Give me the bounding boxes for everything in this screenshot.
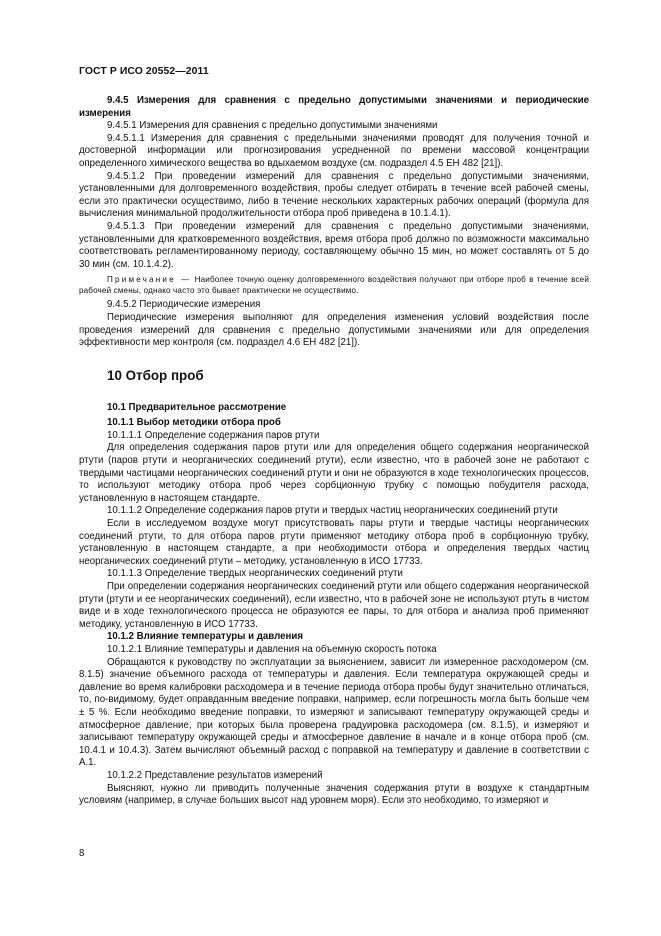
subsection-heading-10-1: 10.1 Предварительное рассмотрение	[107, 401, 287, 413]
note	[79, 274, 589, 296]
paragraph-9-4-5-1-3: 9.4.5.1.3 При проведении измерений для сравнения с предельно допустимыми значениями, установленными для кратковременного воздействия, время отбора проб должно по возможности максимально соответствовать регламентированному периоду, составляющему обычно 15 мин, но может составлять от 5 до 30 мин (см. 10.1.4.2).	[79, 220, 589, 270]
clause-heading-9-4-5-1: 9.4.5.1 Измерения для сравнения с предельно допустимыми значениями	[107, 120, 438, 132]
clause-heading-10-1-1-3: 10.1.1.3 Определение твердых неорганических соединений ртути	[107, 568, 403, 580]
note-text: Наиболее точную оценку долговременного воздействия получают при отборе проб в течение всей рабочей смены, однако часто это бывает практически не осуществимо.	[79, 275, 589, 296]
paragraph-9-4-5-1-1: 9.4.5.1.1 Измерения для сравнения с предельными значениями проводят для получения точной и достоверной информации или прогнозирования усредненной по времени массовой концентрации определенного химического вещества во вдыхаемом воздухе (см. подраздел 4.5 ЕН 482 [21]).	[79, 132, 589, 169]
document-header: ГОСТ Р ИСО 20552—2011	[79, 66, 209, 77]
paragraph-9-4-5-1-2: 9.4.5.1.2 При проведении измерений для сравнения с предельно допустимыми значениями, установленными для долговременного воздействия, пробы следует отбирать в течение всей рабочей смены, если это практически осуществимо, либо в течение нескольких характерных рабочих операций (формула для вычисления минимальной продолжительности отбора проб приведена в 10.1.4.1).	[79, 170, 589, 220]
clause-heading-10-1-1-2: 10.1.1.2 Определение содержания паров ртути и твердых частиц неорганических соединений ртути	[107, 505, 558, 517]
paragraph-periodic: Периодические измерения выполняют для определения изменения условий воздействия после проведения измерений для сравнения с предельно допустимыми значениями или для определения эффективности мер контроля (см. подраздел 4.6 ЕН 482 [21]).	[79, 311, 589, 349]
subsection-heading-10-1-2: 10.1.2 Влияние температуры и давления	[107, 631, 303, 643]
document-body	[79, 95, 589, 808]
section-heading-10: 10 Отбор проб	[107, 367, 204, 383]
subsection-heading-10-1-1: 10.1.1 Выбор методики отбора проб	[107, 417, 281, 429]
paragraph-10-1-1-2: Если в исследуемом воздухе могут присутствовать пары ртути и твердые частицы неорганических соединений ртути, то для отбора паров ртути применяют методику отбора проб в сорбционную трубку, установленную в настоящем стандарте, а при необходимости отбора и определения твердых частиц неорганических соединений ртути – методику, установленную в ИСО 17733.	[79, 518, 589, 567]
page-number: 8	[79, 848, 85, 859]
clause-heading-10-1-2-2: 10.1.2.2 Представление результатов измерений	[107, 769, 323, 781]
clause-heading-10-1-2-1: 10.1.2.1 Влияние температуры и давления на объемную скорость потока	[107, 643, 437, 655]
note-label: Примечание —	[107, 275, 192, 285]
paragraph-10-1-1-1: Для определения содержания паров ртути или для определения общего содержания неорганической ртути (паров ртути и неорганических соединений ртути), если известно, что в рабочей зоне не работают с твердыми частицами неорганических соединений ртути и они не образуются в ходе технологических процессов, то используют методику отбора проб через сорбционную трубку с помощью побудителя расхода, установленную в настоящем стандарте.	[79, 442, 589, 504]
clause-heading-9-4-5-2: 9.4.5.2 Периодические измерения	[107, 299, 261, 311]
subsection-heading-9-4-5: 9.4.5 Измерения для сравнения с предельно допустимыми значениями и периодические измерения	[79, 95, 589, 119]
paragraph-10-1-1-3: При определении содержания неорганических соединений ртути или общего содержания неорганической ртути (ртути и ее неорганических соединений), если известно, что в рабочей зоне не используют ртуть в чистом виде и в ходе технологического процесса не образуются ее пары, то для отбора и анализа проб применяют методику, установленную в ИСО 17733.	[79, 581, 589, 630]
paragraph-10-1-2-2: Выясняют, нужно ли приводить полученные значения содержания ртути в воздухе к стандартным условиям (например, в случае больших высот над уровнем моря). Если это необходимо, то измеряют и	[79, 782, 589, 807]
clause-heading-10-1-1-1: 10.1.1.1 Определение содержания паров ртути	[107, 429, 320, 441]
paragraph-10-1-2-1: Обращаются к руководству по эксплуатации за выяснением, зависит ли измеренное расходомером (см. 8.1.5) значение объемного расхода от температуры и давления. Если температура окружающей среды и давление во время калибровки расходомера и в течение периода отбора пробы будут значительно отличаться, то, по-видимому, будет оправданным введение поправки, например, если погрешность могла быть больше чем ± 5 %. Если необходимо введение поправки, то измеряют и записывают температуру окружающей среды и атмосферное давление, при которых была проверена градуировка расходомера (см. 8.1.5), и измеряют и записывают температуру окружающей среды и атмосферное давление в начале и в конце отбора проб (см. 10.4.1 и 10.4.3). Затем вычисляют объемный расход с поправкой на температуру и давление в соответствии с А.1.	[79, 656, 589, 769]
